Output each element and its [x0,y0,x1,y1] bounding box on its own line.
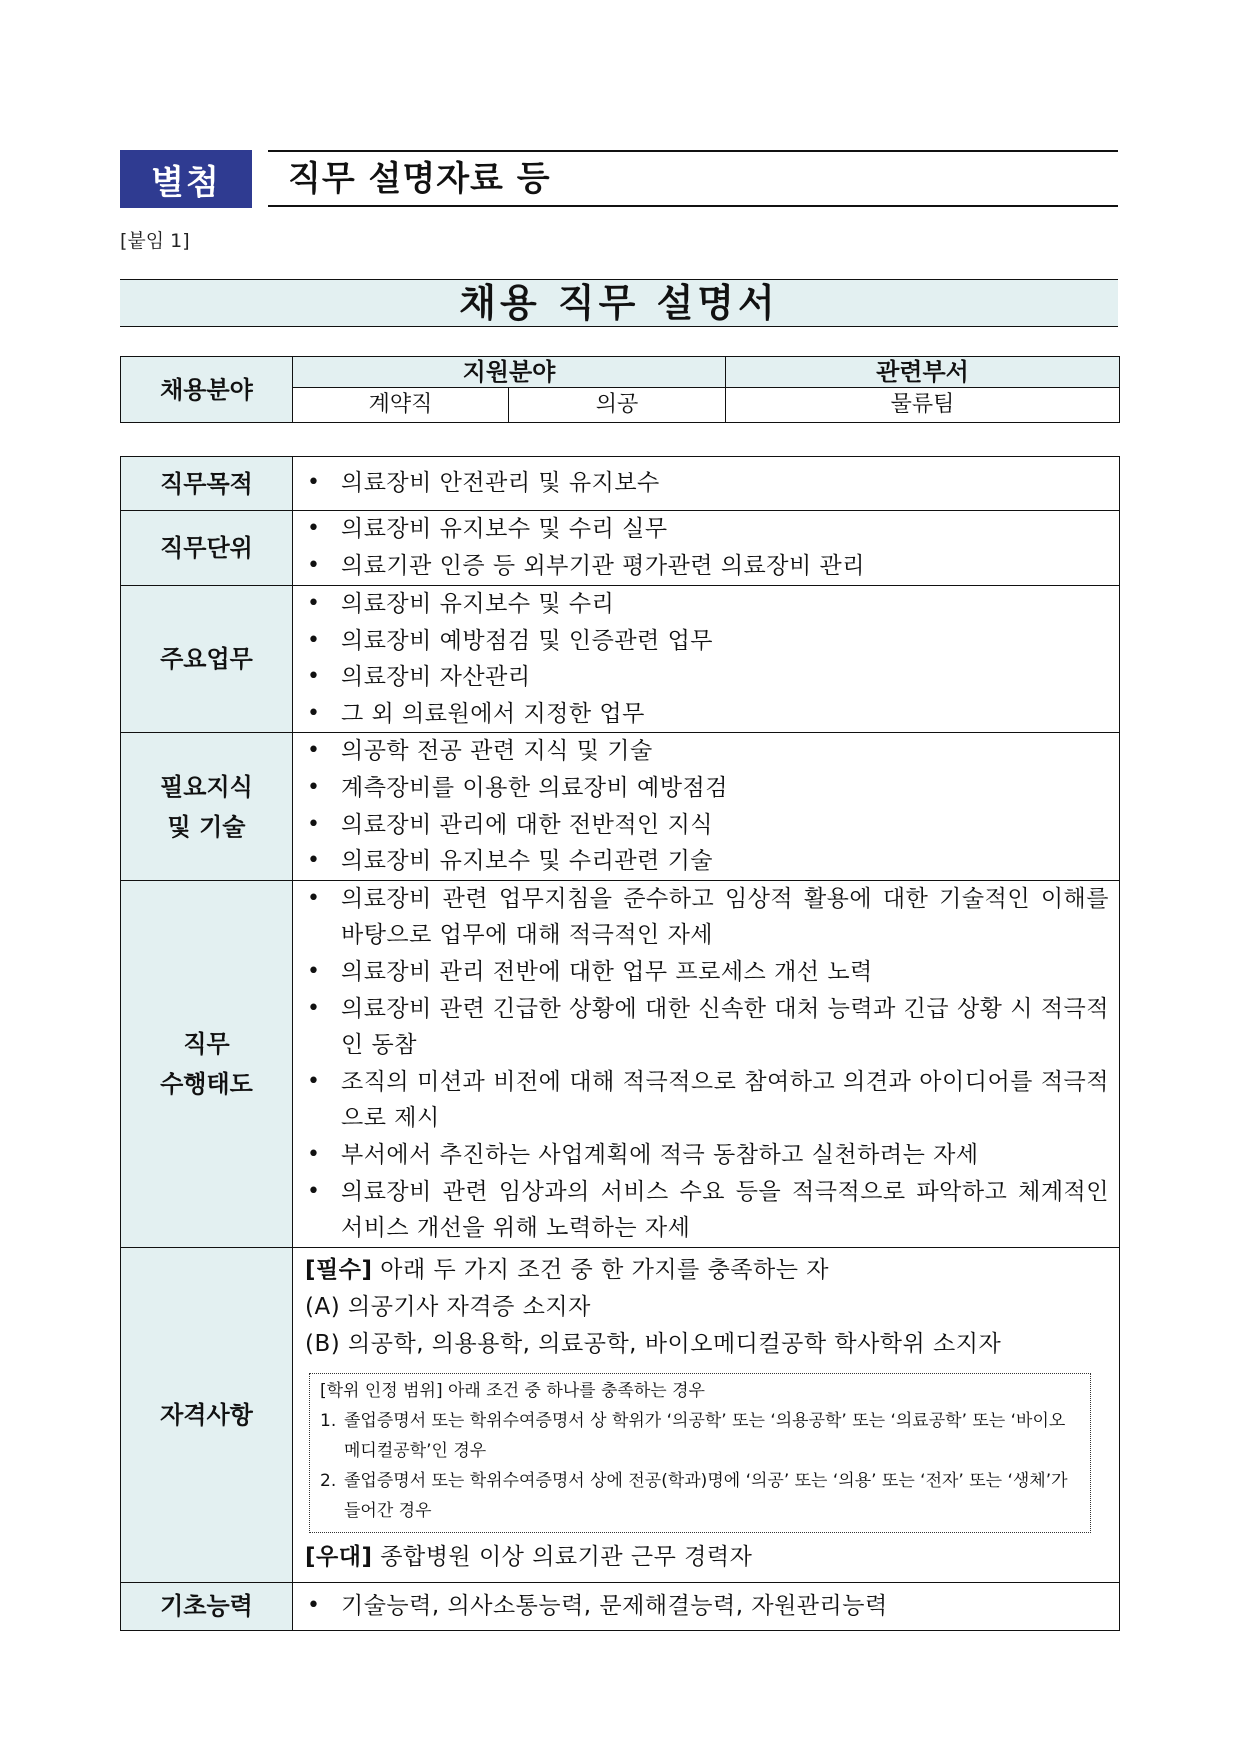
department: 물류팀 [726,388,1120,423]
table-row [121,880,1120,1247]
table-row [121,1247,1120,1582]
qualifications-cell [293,1247,1120,1582]
list-item: • 의료장비 안전관리 및 유지보수 [305,465,1109,502]
attachment-badge: 별첨 [120,150,252,208]
table-row [121,586,1120,733]
list-item: • 그 외 의료원에서 지정한 업무 [305,696,1109,733]
list-item: • 의료장비 관련 업무지침을 준수하고 임상적 활용에 대한 기술적인 이해를 바탕으로 업무에 대해 적극적인 자세 [305,881,1109,954]
degree-recognition-note [309,1373,1091,1533]
note-title: [학위 인정 범위] 아래 조건 중 하나를 충족하는 경우 [320,1380,705,1401]
attitude-label [121,880,293,1247]
duties-cell [293,586,1120,733]
knowledge-cell [293,733,1120,880]
recruitment-table [120,356,1120,423]
table-row [121,511,1120,586]
department-header: 관련부서 [726,357,1120,388]
knowledge-label [121,733,293,880]
required-tag: [필수] [305,1256,373,1283]
header-rule-top [268,150,1118,152]
list-item: • 의료장비 예방점검 및 인증관련 업무 [305,623,1109,660]
option-b: (B) 의공학, 의용용학, 의료공학, 바이오메디컬공학 학사학위 소지자 [305,1330,1002,1357]
table-row [121,1582,1120,1630]
note-item-text: 졸업증명서 또는 학위수여증명서 상에 전공(학과)명에 ‘의공’ 또는 ‘의용’ 또는 ‘전자’ 또는 ‘생체’가 들어간 경우 [344,1470,1068,1521]
employment-type: 계약직 [293,388,509,423]
list-item: • 의료장비 유지보수 및 수리 [305,586,1109,623]
required-line [305,1252,1111,1289]
list-item: • 의공학 전공 관련 지식 및 기술 [305,733,1109,770]
table-row [121,457,1120,511]
note-item [320,1406,1080,1466]
attitude-label-line1: 직무 [183,1029,230,1058]
note-item-text: 졸업증명서 또는 학위수여증명서 상 학위가 ‘의공학’ 또는 ‘의용공학’ 또는 ‘의료공학’ 또는 ‘바이오메디컬공학’인 경우 [344,1410,1066,1461]
list-item: • 의료장비 관리에 대한 전반적인 지식 [305,807,1109,844]
support-field: 의공 [509,388,726,423]
header-rule-bottom [268,205,1118,207]
support-field-header: 지원분야 [293,357,726,388]
job-description-table [120,456,1120,1631]
list-item: • 계측장비를 이용한 의료장비 예방점검 [305,770,1109,807]
required-text: 아래 두 가지 조건 중 한 가지를 충족하는 자 [380,1256,829,1283]
duties-label: 주요업무 [121,586,293,733]
units-label: 직무단위 [121,511,293,586]
section-header [120,150,1118,208]
document-title: 채용 직무 설명서 [120,279,1118,327]
list-item: • 의료장비 관련 임상과의 서비스 수요 등을 적극적으로 파악하고 체계적인 서비스 개선을 위해 노력하는 자세 [305,1174,1109,1247]
section-title: 직무 설명자료 등 [288,159,551,199]
note-item [320,1466,1080,1526]
qualifications-label: 자격사항 [121,1247,293,1582]
note-item-number: 2. [320,1470,337,1491]
preferred-line [305,1539,1111,1576]
list-item: • 의료장비 자산관리 [305,659,1109,696]
option-a: (A) 의공기사 자격증 소지자 [305,1293,591,1320]
note-item-number: 1. [320,1410,337,1431]
knowledge-label-line2: 및 기술 [167,812,246,841]
purpose-cell [293,457,1120,511]
attitude-cell [293,880,1120,1247]
recruitment-label: 채용분야 [121,357,293,423]
list-item: • 의료기관 인증 등 외부기관 평가관련 의료장비 관리 [305,548,1109,585]
knowledge-label-line1: 필요지식 [160,772,253,801]
list-item: • 기술능력, 의사소통능력, 문제해결능력, 자원관리능력 [305,1588,1109,1625]
preferred-text: 종합병원 이상 의료기관 근무 경력자 [380,1543,753,1570]
units-cell [293,511,1120,586]
list-item: • 의료장비 유지보수 및 수리 실무 [305,511,1109,548]
preferred-tag: [우대] [305,1543,373,1570]
basic-cell [293,1582,1120,1630]
list-item: • 부서에서 추진하는 사업계획에 적극 동참하고 실천하려는 자세 [305,1137,1109,1174]
list-item: • 의료장비 유지보수 및 수리관련 기술 [305,843,1109,880]
table-row [121,733,1120,880]
list-item: • 조직의 미션과 비전에 대해 적극적으로 참여하고 의견과 아이디어를 적극적으로 제시 [305,1064,1109,1137]
attitude-label-line2: 수행태도 [160,1069,253,1098]
list-item: • 의료장비 관련 긴급한 상황에 대한 신속한 대처 능력과 긴급 상황 시 적극적인 동참 [305,991,1109,1064]
purpose-label: 직무목적 [121,457,293,511]
attachment-label: [붙임 1] [120,230,190,252]
basic-label: 기초능력 [121,1582,293,1630]
list-item: • 의료장비 관리 전반에 대한 업무 프로세스 개선 노력 [305,954,1109,991]
